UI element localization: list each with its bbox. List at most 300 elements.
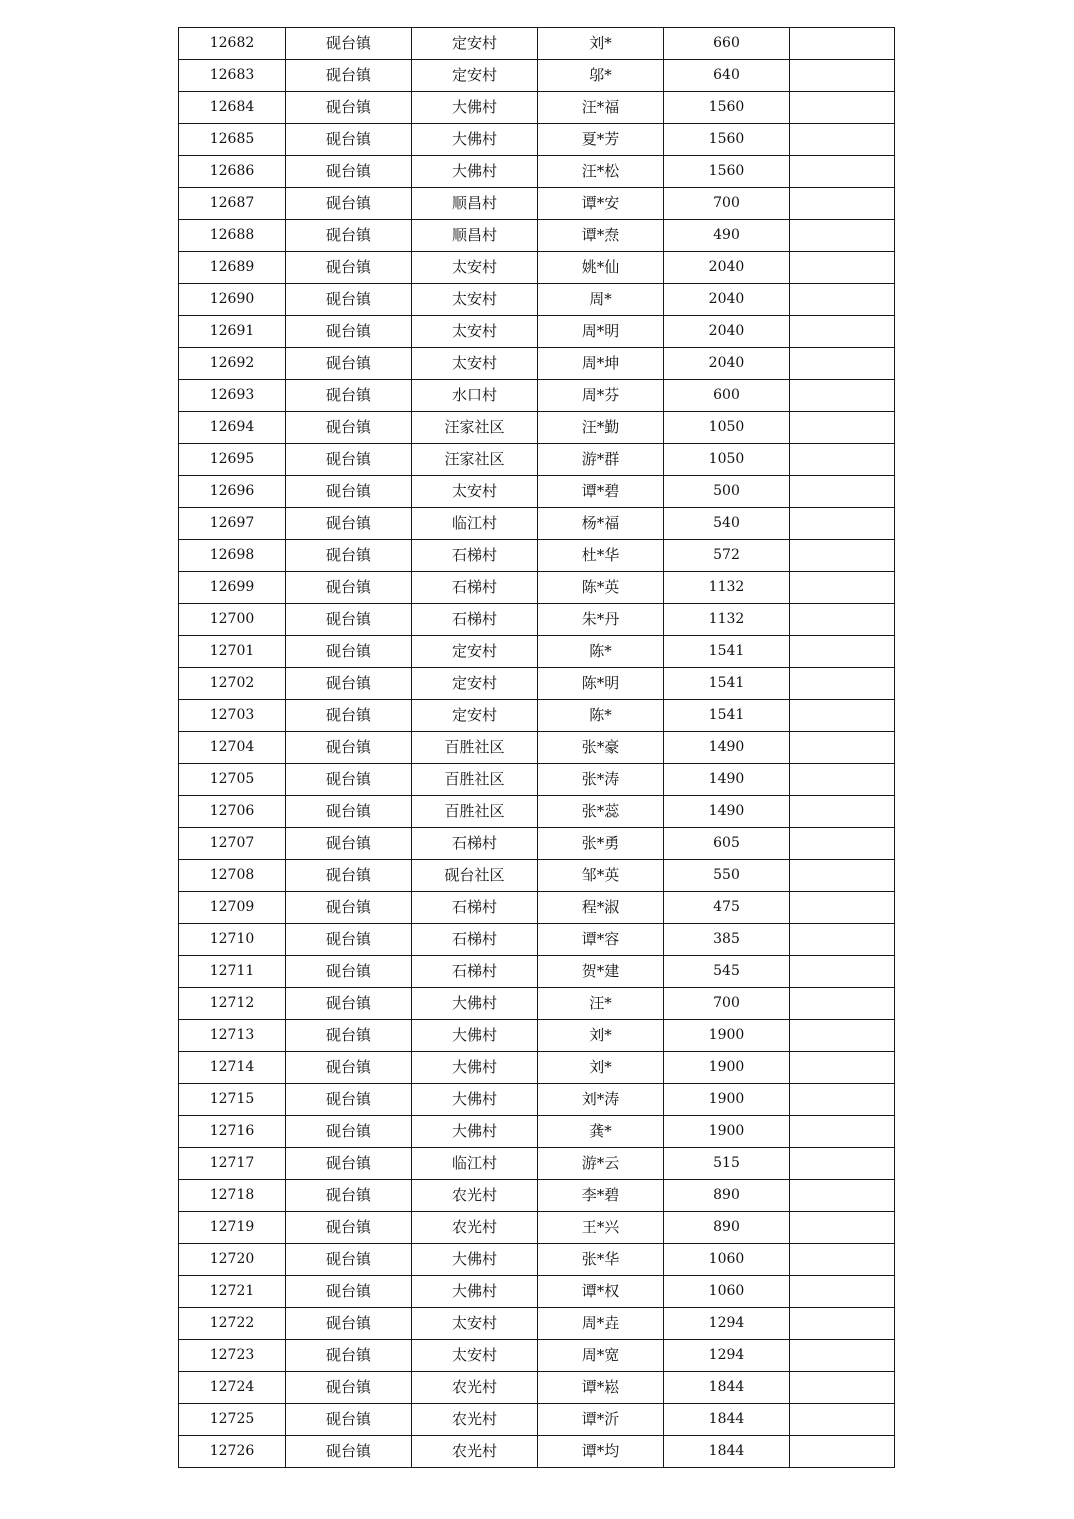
name-cell: 杜*华 <box>538 540 664 572</box>
serial-number-cell: 12716 <box>179 1116 286 1148</box>
town-cell: 砚台镇 <box>286 924 412 956</box>
amount-cell: 1900 <box>664 1084 790 1116</box>
serial-number-cell: 12726 <box>179 1436 286 1468</box>
town-cell: 砚台镇 <box>286 1116 412 1148</box>
village-cell: 太安村 <box>412 348 538 380</box>
remark-cell <box>790 252 895 284</box>
remark-cell <box>790 540 895 572</box>
village-cell: 顺昌村 <box>412 220 538 252</box>
serial-number-cell: 12711 <box>179 956 286 988</box>
serial-number-cell: 12720 <box>179 1244 286 1276</box>
amount-cell: 1490 <box>664 732 790 764</box>
town-cell: 砚台镇 <box>286 604 412 636</box>
table-row <box>179 924 895 956</box>
serial-number-cell: 12724 <box>179 1372 286 1404</box>
table-row <box>179 124 895 156</box>
amount-cell: 1132 <box>664 572 790 604</box>
serial-number-cell: 12723 <box>179 1340 286 1372</box>
amount-cell: 1490 <box>664 796 790 828</box>
serial-number-cell: 12725 <box>179 1404 286 1436</box>
remark-cell <box>790 1308 895 1340</box>
serial-number-cell: 12721 <box>179 1276 286 1308</box>
name-cell: 朱*丹 <box>538 604 664 636</box>
village-cell: 石梯村 <box>412 828 538 860</box>
amount-cell: 475 <box>664 892 790 924</box>
remark-cell <box>790 1404 895 1436</box>
remark-cell <box>790 988 895 1020</box>
village-cell: 大佛村 <box>412 988 538 1020</box>
amount-cell: 660 <box>664 28 790 60</box>
name-cell: 谭*均 <box>538 1436 664 1468</box>
name-cell: 邬* <box>538 60 664 92</box>
village-cell: 大佛村 <box>412 1276 538 1308</box>
table-row <box>179 1116 895 1148</box>
amount-cell: 1294 <box>664 1308 790 1340</box>
village-cell: 砚台社区 <box>412 860 538 892</box>
village-cell: 大佛村 <box>412 1116 538 1148</box>
village-cell: 石梯村 <box>412 572 538 604</box>
remark-cell <box>790 1148 895 1180</box>
table-row <box>179 1148 895 1180</box>
name-cell: 周*芬 <box>538 380 664 412</box>
remark-cell <box>790 1020 895 1052</box>
amount-cell: 1844 <box>664 1436 790 1468</box>
town-cell: 砚台镇 <box>286 1276 412 1308</box>
serial-number-cell: 12713 <box>179 1020 286 1052</box>
amount-cell: 600 <box>664 380 790 412</box>
name-cell: 谭*崧 <box>538 1372 664 1404</box>
remark-cell <box>790 188 895 220</box>
village-cell: 百胜社区 <box>412 732 538 764</box>
amount-cell: 640 <box>664 60 790 92</box>
village-cell: 石梯村 <box>412 956 538 988</box>
town-cell: 砚台镇 <box>286 1340 412 1372</box>
town-cell: 砚台镇 <box>286 476 412 508</box>
serial-number-cell: 12693 <box>179 380 286 412</box>
amount-cell: 1560 <box>664 92 790 124</box>
amount-cell: 1050 <box>664 444 790 476</box>
town-cell: 砚台镇 <box>286 572 412 604</box>
data-table <box>178 27 895 1468</box>
town-cell: 砚台镇 <box>286 1212 412 1244</box>
town-cell: 砚台镇 <box>286 988 412 1020</box>
table-row <box>179 1372 895 1404</box>
serial-number-cell: 12707 <box>179 828 286 860</box>
table-row <box>179 156 895 188</box>
town-cell: 砚台镇 <box>286 1180 412 1212</box>
remark-cell <box>790 28 895 60</box>
remark-cell <box>790 1244 895 1276</box>
amount-cell: 1060 <box>664 1244 790 1276</box>
table-row <box>179 764 895 796</box>
village-cell: 汪家社区 <box>412 444 538 476</box>
remark-cell <box>790 892 895 924</box>
serial-number-cell: 12683 <box>179 60 286 92</box>
serial-number-cell: 12697 <box>179 508 286 540</box>
village-cell: 大佛村 <box>412 92 538 124</box>
remark-cell <box>790 924 895 956</box>
remark-cell <box>790 476 895 508</box>
name-cell: 周*垚 <box>538 1308 664 1340</box>
table-row <box>179 412 895 444</box>
town-cell: 砚台镇 <box>286 444 412 476</box>
town-cell: 砚台镇 <box>286 1404 412 1436</box>
name-cell: 谭*焘 <box>538 220 664 252</box>
village-cell: 定安村 <box>412 700 538 732</box>
town-cell: 砚台镇 <box>286 156 412 188</box>
remark-cell <box>790 956 895 988</box>
table-row <box>179 796 895 828</box>
village-cell: 大佛村 <box>412 124 538 156</box>
village-cell: 大佛村 <box>412 1244 538 1276</box>
table-row <box>179 668 895 700</box>
remark-cell <box>790 732 895 764</box>
village-cell: 定安村 <box>412 668 538 700</box>
town-cell: 砚台镇 <box>286 700 412 732</box>
name-cell: 谭*碧 <box>538 476 664 508</box>
remark-cell <box>790 1212 895 1244</box>
village-cell: 定安村 <box>412 28 538 60</box>
amount-cell: 1844 <box>664 1372 790 1404</box>
remark-cell <box>790 636 895 668</box>
town-cell: 砚台镇 <box>286 1148 412 1180</box>
village-cell: 石梯村 <box>412 540 538 572</box>
village-cell: 水口村 <box>412 380 538 412</box>
name-cell: 谭*容 <box>538 924 664 956</box>
serial-number-cell: 12699 <box>179 572 286 604</box>
table-row <box>179 220 895 252</box>
town-cell: 砚台镇 <box>286 796 412 828</box>
town-cell: 砚台镇 <box>286 92 412 124</box>
amount-cell: 385 <box>664 924 790 956</box>
name-cell: 贺*建 <box>538 956 664 988</box>
village-cell: 大佛村 <box>412 1020 538 1052</box>
amount-cell: 1900 <box>664 1052 790 1084</box>
name-cell: 周* <box>538 284 664 316</box>
town-cell: 砚台镇 <box>286 316 412 348</box>
village-cell: 临江村 <box>412 508 538 540</box>
amount-cell: 1294 <box>664 1340 790 1372</box>
name-cell: 杨*福 <box>538 508 664 540</box>
serial-number-cell: 12689 <box>179 252 286 284</box>
name-cell: 刘* <box>538 1020 664 1052</box>
table-row <box>179 1180 895 1212</box>
amount-cell: 1541 <box>664 636 790 668</box>
table-row <box>179 956 895 988</box>
table-row <box>179 508 895 540</box>
remark-cell <box>790 860 895 892</box>
serial-number-cell: 12695 <box>179 444 286 476</box>
name-cell: 陈*英 <box>538 572 664 604</box>
village-cell: 石梯村 <box>412 604 538 636</box>
table-row <box>179 284 895 316</box>
name-cell: 刘*涛 <box>538 1084 664 1116</box>
table-row <box>179 476 895 508</box>
table-row <box>179 92 895 124</box>
village-cell: 太安村 <box>412 1340 538 1372</box>
remark-cell <box>790 572 895 604</box>
table-row <box>179 1276 895 1308</box>
town-cell: 砚台镇 <box>286 508 412 540</box>
amount-cell: 700 <box>664 188 790 220</box>
remark-cell <box>790 1052 895 1084</box>
amount-cell: 890 <box>664 1212 790 1244</box>
town-cell: 砚台镇 <box>286 188 412 220</box>
remark-cell <box>790 1084 895 1116</box>
serial-number-cell: 12686 <box>179 156 286 188</box>
remark-cell <box>790 796 895 828</box>
amount-cell: 1490 <box>664 764 790 796</box>
village-cell: 太安村 <box>412 1308 538 1340</box>
town-cell: 砚台镇 <box>286 764 412 796</box>
village-cell: 大佛村 <box>412 1084 538 1116</box>
serial-number-cell: 12691 <box>179 316 286 348</box>
village-cell: 石梯村 <box>412 924 538 956</box>
remark-cell <box>790 1180 895 1212</box>
name-cell: 游*群 <box>538 444 664 476</box>
table-row <box>179 892 895 924</box>
amount-cell: 1844 <box>664 1404 790 1436</box>
remark-cell <box>790 348 895 380</box>
name-cell: 周*明 <box>538 316 664 348</box>
serial-number-cell: 12696 <box>179 476 286 508</box>
town-cell: 砚台镇 <box>286 1244 412 1276</box>
serial-number-cell: 12719 <box>179 1212 286 1244</box>
table-row <box>179 1020 895 1052</box>
table-row <box>179 380 895 412</box>
name-cell: 谭*沂 <box>538 1404 664 1436</box>
village-cell: 石梯村 <box>412 892 538 924</box>
remark-cell <box>790 284 895 316</box>
name-cell: 谭*安 <box>538 188 664 220</box>
table-row <box>179 1212 895 1244</box>
town-cell: 砚台镇 <box>286 28 412 60</box>
serial-number-cell: 12717 <box>179 1148 286 1180</box>
table-row <box>179 1340 895 1372</box>
amount-cell: 545 <box>664 956 790 988</box>
name-cell: 陈* <box>538 636 664 668</box>
serial-number-cell: 12701 <box>179 636 286 668</box>
remark-cell <box>790 1436 895 1468</box>
village-cell: 百胜社区 <box>412 764 538 796</box>
amount-cell: 515 <box>664 1148 790 1180</box>
serial-number-cell: 12714 <box>179 1052 286 1084</box>
table-body <box>179 28 895 1468</box>
remark-cell <box>790 124 895 156</box>
table-row <box>179 1308 895 1340</box>
table-row <box>179 1084 895 1116</box>
village-cell: 大佛村 <box>412 1052 538 1084</box>
name-cell: 张*华 <box>538 1244 664 1276</box>
village-cell: 农光村 <box>412 1436 538 1468</box>
table-row <box>179 1404 895 1436</box>
name-cell: 程*淑 <box>538 892 664 924</box>
remark-cell <box>790 444 895 476</box>
serial-number-cell: 12692 <box>179 348 286 380</box>
amount-cell: 490 <box>664 220 790 252</box>
remark-cell <box>790 220 895 252</box>
table-row <box>179 604 895 636</box>
name-cell: 汪* <box>538 988 664 1020</box>
town-cell: 砚台镇 <box>286 1052 412 1084</box>
remark-cell <box>790 380 895 412</box>
serial-number-cell: 12703 <box>179 700 286 732</box>
table-row <box>179 828 895 860</box>
name-cell: 夏*芳 <box>538 124 664 156</box>
village-cell: 太安村 <box>412 476 538 508</box>
remark-cell <box>790 668 895 700</box>
table-row <box>179 540 895 572</box>
name-cell: 张*勇 <box>538 828 664 860</box>
village-cell: 太安村 <box>412 252 538 284</box>
amount-cell: 1560 <box>664 124 790 156</box>
name-cell: 汪*松 <box>538 156 664 188</box>
remark-cell <box>790 1116 895 1148</box>
town-cell: 砚台镇 <box>286 540 412 572</box>
name-cell: 谭*权 <box>538 1276 664 1308</box>
town-cell: 砚台镇 <box>286 668 412 700</box>
serial-number-cell: 12708 <box>179 860 286 892</box>
amount-cell: 2040 <box>664 284 790 316</box>
table-row <box>179 444 895 476</box>
table-row <box>179 1436 895 1468</box>
village-cell: 农光村 <box>412 1180 538 1212</box>
remark-cell <box>790 156 895 188</box>
town-cell: 砚台镇 <box>286 284 412 316</box>
village-cell: 临江村 <box>412 1148 538 1180</box>
remark-cell <box>790 92 895 124</box>
serial-number-cell: 12712 <box>179 988 286 1020</box>
table-row <box>179 1052 895 1084</box>
amount-cell: 605 <box>664 828 790 860</box>
table-row <box>179 28 895 60</box>
table-row <box>179 700 895 732</box>
amount-cell: 1541 <box>664 668 790 700</box>
serial-number-cell: 12704 <box>179 732 286 764</box>
village-cell: 顺昌村 <box>412 188 538 220</box>
town-cell: 砚台镇 <box>286 732 412 764</box>
table-row <box>179 348 895 380</box>
amount-cell: 572 <box>664 540 790 572</box>
serial-number-cell: 12685 <box>179 124 286 156</box>
town-cell: 砚台镇 <box>286 828 412 860</box>
village-cell: 定安村 <box>412 636 538 668</box>
serial-number-cell: 12700 <box>179 604 286 636</box>
table-row <box>179 636 895 668</box>
town-cell: 砚台镇 <box>286 1084 412 1116</box>
town-cell: 砚台镇 <box>286 1372 412 1404</box>
serial-number-cell: 12684 <box>179 92 286 124</box>
name-cell: 王*兴 <box>538 1212 664 1244</box>
amount-cell: 1900 <box>664 1020 790 1052</box>
amount-cell: 1132 <box>664 604 790 636</box>
name-cell: 龚* <box>538 1116 664 1148</box>
table-row <box>179 988 895 1020</box>
table-row <box>179 1244 895 1276</box>
town-cell: 砚台镇 <box>286 220 412 252</box>
remark-cell <box>790 60 895 92</box>
name-cell: 张*涛 <box>538 764 664 796</box>
serial-number-cell: 12702 <box>179 668 286 700</box>
table-row <box>179 572 895 604</box>
name-cell: 刘* <box>538 28 664 60</box>
amount-cell: 1050 <box>664 412 790 444</box>
village-cell: 农光村 <box>412 1212 538 1244</box>
amount-cell: 2040 <box>664 316 790 348</box>
amount-cell: 550 <box>664 860 790 892</box>
name-cell: 游*云 <box>538 1148 664 1180</box>
remark-cell <box>790 1276 895 1308</box>
village-cell: 农光村 <box>412 1404 538 1436</box>
amount-cell: 1541 <box>664 700 790 732</box>
name-cell: 姚*仙 <box>538 252 664 284</box>
amount-cell: 500 <box>664 476 790 508</box>
town-cell: 砚台镇 <box>286 892 412 924</box>
town-cell: 砚台镇 <box>286 124 412 156</box>
serial-number-cell: 12722 <box>179 1308 286 1340</box>
amount-cell: 1900 <box>664 1116 790 1148</box>
amount-cell: 1060 <box>664 1276 790 1308</box>
town-cell: 砚台镇 <box>286 860 412 892</box>
village-cell: 汪家社区 <box>412 412 538 444</box>
serial-number-cell: 12687 <box>179 188 286 220</box>
amount-cell: 2040 <box>664 348 790 380</box>
name-cell: 李*碧 <box>538 1180 664 1212</box>
table-row <box>179 732 895 764</box>
name-cell: 汪*福 <box>538 92 664 124</box>
town-cell: 砚台镇 <box>286 412 412 444</box>
amount-cell: 540 <box>664 508 790 540</box>
remark-cell <box>790 828 895 860</box>
amount-cell: 2040 <box>664 252 790 284</box>
village-cell: 百胜社区 <box>412 796 538 828</box>
name-cell: 汪*勤 <box>538 412 664 444</box>
town-cell: 砚台镇 <box>286 60 412 92</box>
name-cell: 陈*明 <box>538 668 664 700</box>
town-cell: 砚台镇 <box>286 956 412 988</box>
serial-number-cell: 12688 <box>179 220 286 252</box>
table-row <box>179 60 895 92</box>
amount-cell: 700 <box>664 988 790 1020</box>
table-row <box>179 252 895 284</box>
town-cell: 砚台镇 <box>286 348 412 380</box>
name-cell: 张*豪 <box>538 732 664 764</box>
village-cell: 太安村 <box>412 284 538 316</box>
town-cell: 砚台镇 <box>286 1308 412 1340</box>
serial-number-cell: 12705 <box>179 764 286 796</box>
serial-number-cell: 12706 <box>179 796 286 828</box>
remark-cell <box>790 700 895 732</box>
serial-number-cell: 12682 <box>179 28 286 60</box>
serial-number-cell: 12710 <box>179 924 286 956</box>
serial-number-cell: 12698 <box>179 540 286 572</box>
remark-cell <box>790 764 895 796</box>
name-cell: 周*坤 <box>538 348 664 380</box>
remark-cell <box>790 508 895 540</box>
serial-number-cell: 12718 <box>179 1180 286 1212</box>
remark-cell <box>790 604 895 636</box>
town-cell: 砚台镇 <box>286 380 412 412</box>
remark-cell <box>790 1372 895 1404</box>
serial-number-cell: 12709 <box>179 892 286 924</box>
amount-cell: 890 <box>664 1180 790 1212</box>
serial-number-cell: 12715 <box>179 1084 286 1116</box>
village-cell: 定安村 <box>412 60 538 92</box>
remark-cell <box>790 316 895 348</box>
name-cell: 邹*英 <box>538 860 664 892</box>
town-cell: 砚台镇 <box>286 1020 412 1052</box>
name-cell: 张*蕊 <box>538 796 664 828</box>
